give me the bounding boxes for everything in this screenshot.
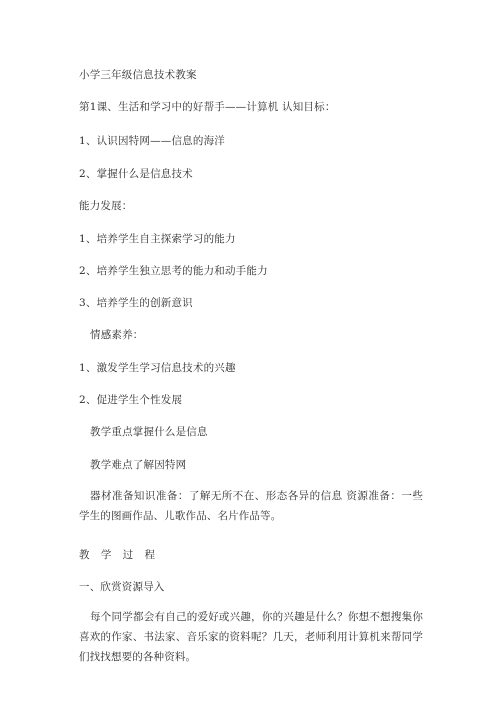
process-heading: 教 学 过 程 (79, 549, 160, 561)
emotion-goal-1: 1、激发学生学习信息技术的兴趣 (79, 362, 236, 374)
emotion-heading: 情感素养： (90, 329, 144, 341)
ability-heading: 能力发展： (79, 200, 133, 212)
teaching-key-point: 教学重点掌握什么是信息 (90, 426, 208, 438)
cognitive-goal-2: 2、掌握什么是信息技术 (79, 168, 193, 180)
materials-paragraph: 器材准备知识准备：了解无所不在、形态各异的信息 资源准备：一些学生的图画作品、儿歌作品、名片作品等。 (79, 490, 423, 522)
lesson-heading: 第1课、生活和学习中的好帮手——计算机 认知目标： (79, 101, 336, 113)
ability-goal-2: 2、培养学生独立思考的能力和动手能力 (79, 265, 268, 277)
ability-goal-3: 3、培养学生的创新意识 (79, 297, 193, 309)
step-1-heading: 一、欣赏资源导入 (79, 581, 165, 593)
ability-goal-1: 1、培养学生自主探索学习的能力 (79, 233, 236, 245)
intro-paragraph: 每个同学都会有自己的爱好或兴趣，你的兴趣是什么？你想不想搜集你喜欢的作家、书法家、音乐家的资料呢？几天，老师利用计算机来帮同学们找找想要的各种资料。 (79, 611, 423, 663)
teaching-difficult-point: 教学难点了解因特网 (90, 459, 187, 471)
emotion-goal-2: 2、促进学生个性发展 (79, 394, 183, 406)
cognitive-goal-1: 1、认识因特网——信息的海洋 (79, 135, 225, 147)
document-title: 小学三年级信息技术教案 (79, 69, 197, 81)
